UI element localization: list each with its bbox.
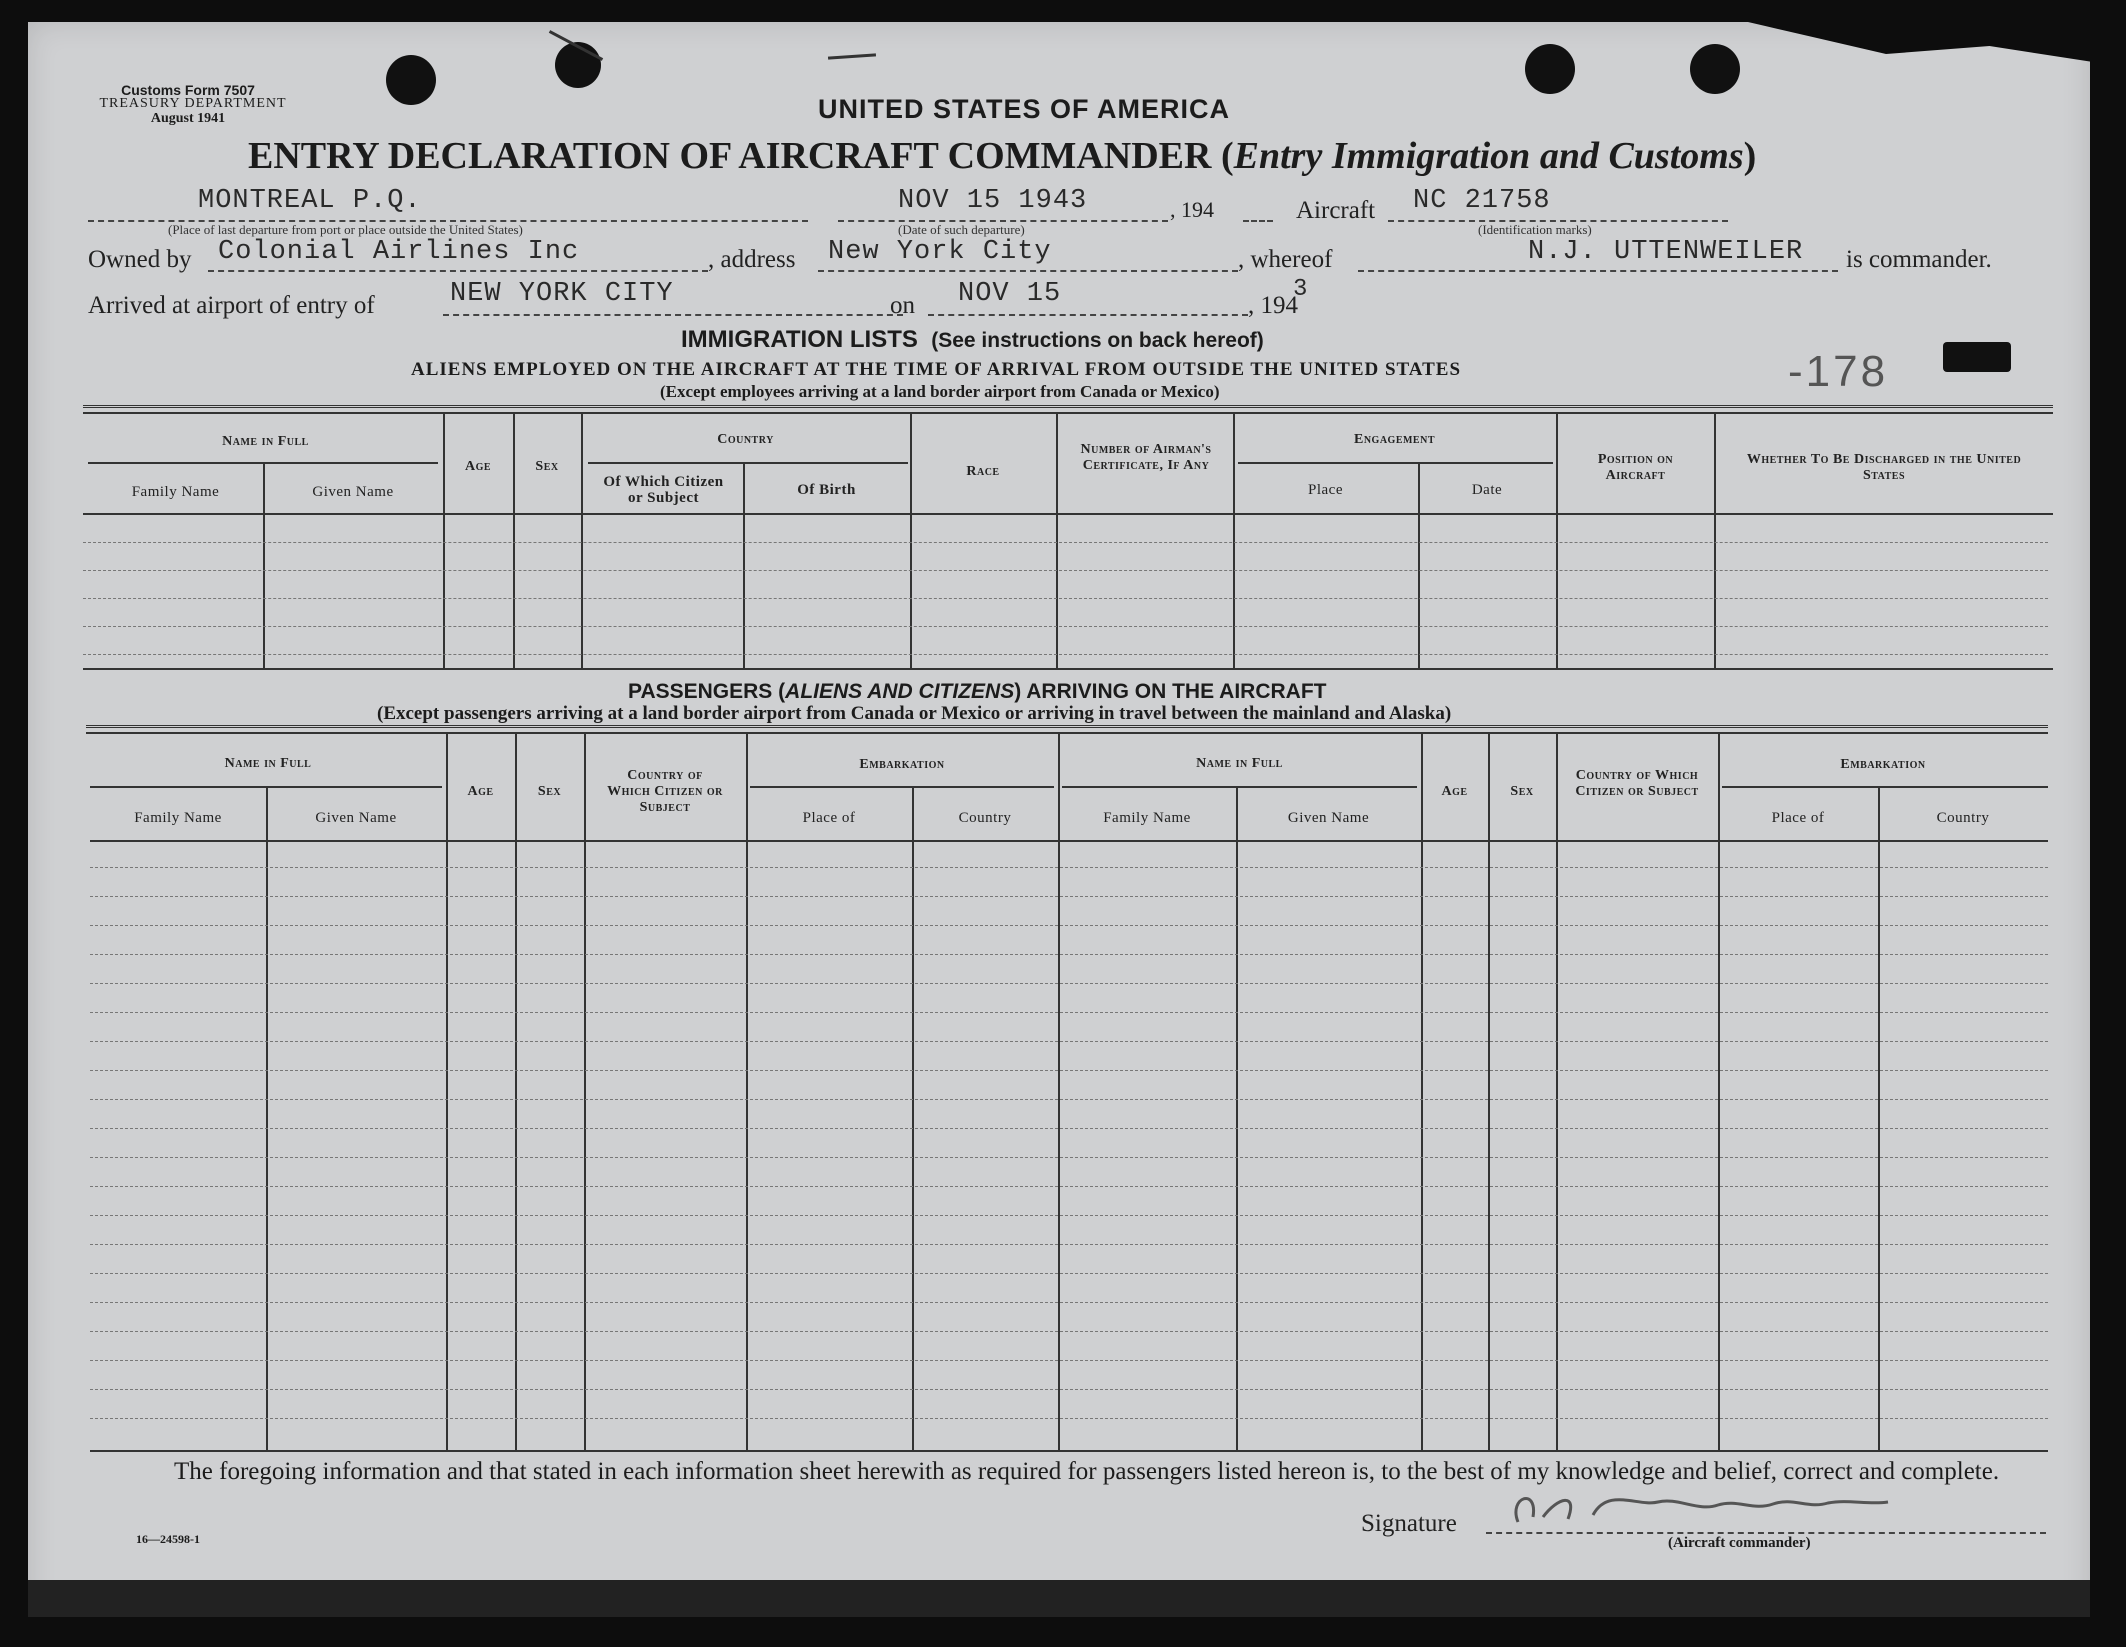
passenger-row-line: [90, 1099, 2048, 1100]
arrival-year-prefix: , 194: [1248, 292, 1298, 319]
crew-col-family-name: Family Name: [131, 484, 220, 500]
pass-col-sex: Sex: [537, 784, 562, 799]
form-sheet: [28, 22, 2090, 1617]
owned-by-label: Owned by: [88, 246, 192, 273]
commander-line: [1358, 270, 1838, 272]
passenger-row-line: [90, 1012, 2048, 1013]
pass-col-age-2: Age: [1441, 784, 1468, 799]
form-number: Customs Form 7507: [121, 82, 255, 98]
crew-col-engagement: Engagement: [1353, 432, 1435, 447]
passenger-row-line: [90, 1186, 2048, 1187]
arrived-label: Arrived at airport of entry of: [88, 292, 375, 319]
address-label: , address: [708, 246, 796, 273]
pass-col-age: Age: [467, 784, 494, 799]
title-italic: Entry Immigration and Customs: [1233, 135, 1744, 177]
immigration-heading: [681, 326, 1264, 354]
passenger-row-line: [90, 1302, 2048, 1303]
signature-image: [1498, 1477, 1918, 1537]
arrival-airport-value: NEW YORK CITY: [450, 279, 674, 309]
pass-col-citizen-of: Country of Which Citizen or Subject: [607, 768, 723, 815]
signature-caption: (Aircraft commander): [1668, 1535, 1811, 1551]
departure-date-caption: (Date of such departure): [898, 222, 1025, 237]
crew-col-country: Country: [717, 432, 774, 447]
year-prefix: , 194: [1170, 197, 1214, 222]
signature-label: Signature: [1361, 1510, 1457, 1537]
passenger-row-line: [90, 1331, 2048, 1332]
owner-line: [208, 270, 708, 272]
passenger-row-line: [90, 1418, 2048, 1419]
torn-corner: [1748, 22, 2093, 62]
passengers-title-post: ) ARRIVING ON THE AIRCRAFT: [1014, 680, 1327, 703]
department: TREASURY DEPARTMENT: [99, 96, 287, 111]
arrival-airport-line: [443, 314, 903, 316]
passengers-title-pre: PASSENGERS (: [628, 680, 786, 703]
print-code: 16—24598-1: [136, 1532, 200, 1546]
passenger-row-line: [90, 1070, 2048, 1071]
departure-place-value: MONTREAL P.Q.: [198, 186, 422, 216]
arrival-year-digit: 3: [1293, 276, 1309, 303]
owner-value: Colonial Airlines Inc: [218, 237, 580, 267]
commander-value: N.J. UTTENWEILER: [1528, 237, 1804, 267]
country-heading: UNITED STATES OF AMERICA: [818, 94, 1230, 124]
immigration-subtitle: ALIENS EMPLOYED ON THE AIRCRAFT AT THE TIME OF ARRIVAL FROM OUTSIDE THE UNITED STATES: [411, 359, 1462, 380]
on-label: on: [890, 292, 915, 319]
punch-hole: [1525, 44, 1575, 94]
edition: August 1941: [150, 111, 226, 126]
departure-place-caption: (Place of last departure from port or place outside the United States): [168, 222, 523, 237]
passenger-row-line: [90, 1360, 2048, 1361]
address-value: New York City: [828, 237, 1052, 267]
pass-col-country-2: Country: [1936, 810, 1990, 826]
pen-mark: [828, 53, 876, 59]
pass-col-country: Country: [958, 810, 1012, 826]
pass-col-family-name: Family Name: [134, 810, 222, 826]
crew-col-name-in-full: Name in Full: [222, 434, 309, 449]
passengers-title-italic: ALIENS AND CITIZENS: [785, 680, 1015, 703]
crew-col-position: Position on Aircraft: [1597, 452, 1674, 483]
crew-col-place: Place: [1308, 482, 1343, 498]
pass-col-embarkation-2: Embarkation: [1840, 757, 1926, 772]
pass-col-place-of-2: Place of: [1771, 810, 1825, 826]
crew-col-of-birth: Of Birth: [797, 482, 856, 498]
page-title: [248, 134, 1756, 178]
punch-hole: [555, 42, 601, 88]
passenger-row-line: [90, 954, 2048, 955]
passengers-note: (Except passengers arriving at a land border airport from Canada or Mexico or arriving in travel between the mainland and Alaska): [377, 703, 1452, 724]
title-close: ): [1743, 135, 1757, 177]
passenger-row-line: [90, 896, 2048, 897]
redaction-mark: [1943, 342, 2011, 372]
passenger-row-line: [90, 1244, 2048, 1245]
aircraft-label: Aircraft: [1296, 197, 1376, 224]
arrival-date-line: [928, 314, 1248, 316]
passenger-row-line: [90, 1041, 2048, 1042]
bottom-shadow: [28, 1580, 2090, 1617]
passenger-row-line: [90, 1389, 2048, 1390]
stamp-number: -178: [1788, 347, 1889, 396]
crew-col-discharged: Whether To Be Discharged in the United States: [1746, 452, 2022, 483]
address-line: [818, 270, 1238, 272]
crew-col-given-name: Given Name: [312, 484, 394, 500]
punch-hole: [1690, 44, 1740, 94]
pass-col-name-in-full-2: Name in Full: [1196, 756, 1283, 771]
pass-col-place-of: Place of: [802, 810, 856, 826]
arrival-date-value: NOV 15: [958, 279, 1062, 309]
immigration-title-note: (See instructions on back hereof): [931, 329, 1264, 352]
pass-col-given-name: Given Name: [315, 810, 397, 826]
pass-col-citizen-of-2: Country of Which Citizen or Subject: [1575, 768, 1699, 799]
aircraft-marks-value: NC 21758: [1413, 186, 1551, 216]
passenger-row-line: [90, 867, 2048, 868]
immigration-subtitle-note: (Except employees arriving at a land border airport from Canada or Mexico): [660, 382, 1220, 401]
aircraft-marks-caption: (Identification marks): [1478, 222, 1592, 237]
crew-col-sex: Sex: [535, 459, 559, 474]
crew-col-date: Date: [1471, 482, 1503, 498]
commander-suffix: is commander.: [1846, 246, 1992, 273]
crew-col-certificate: Number of Airman's Certificate, If Any: [1080, 442, 1212, 473]
passenger-row-line: [90, 983, 2048, 984]
immigration-title: IMMIGRATION LISTS: [681, 326, 918, 353]
certification-text: The foregoing information and that stated in each information sheet herewith as required for passengers listed hereon is, to the best of my knowledge and belief, correct and complete.: [174, 1458, 2000, 1485]
passengers-heading: [628, 680, 1326, 704]
year-line: [1243, 220, 1273, 222]
passenger-row-line: [90, 925, 2048, 926]
pass-col-family-name-2: Family Name: [1103, 810, 1191, 826]
passenger-row-line: [90, 1128, 2048, 1129]
pass-col-sex-2: Sex: [1510, 784, 1534, 799]
crew-col-age: Age: [464, 459, 492, 474]
pass-col-name-in-full: Name in Full: [224, 756, 312, 771]
passenger-row-line: [90, 1157, 2048, 1158]
pass-col-given-name-2: Given Name: [1287, 810, 1370, 826]
passenger-row-line: [90, 1273, 2048, 1274]
crew-col-citizen-of: Of Which Citizen or Subject: [603, 474, 724, 506]
punch-hole: [386, 55, 436, 105]
pass-col-embarkation: Embarkation: [859, 757, 945, 772]
whereof-label: , whereof: [1238, 246, 1333, 273]
passenger-row-line: [90, 1215, 2048, 1216]
departure-date-value: NOV 15 1943: [898, 186, 1088, 216]
crew-col-race: Race: [966, 464, 1000, 479]
title-main: ENTRY DECLARATION OF AIRCRAFT COMMANDER (: [248, 135, 1234, 177]
